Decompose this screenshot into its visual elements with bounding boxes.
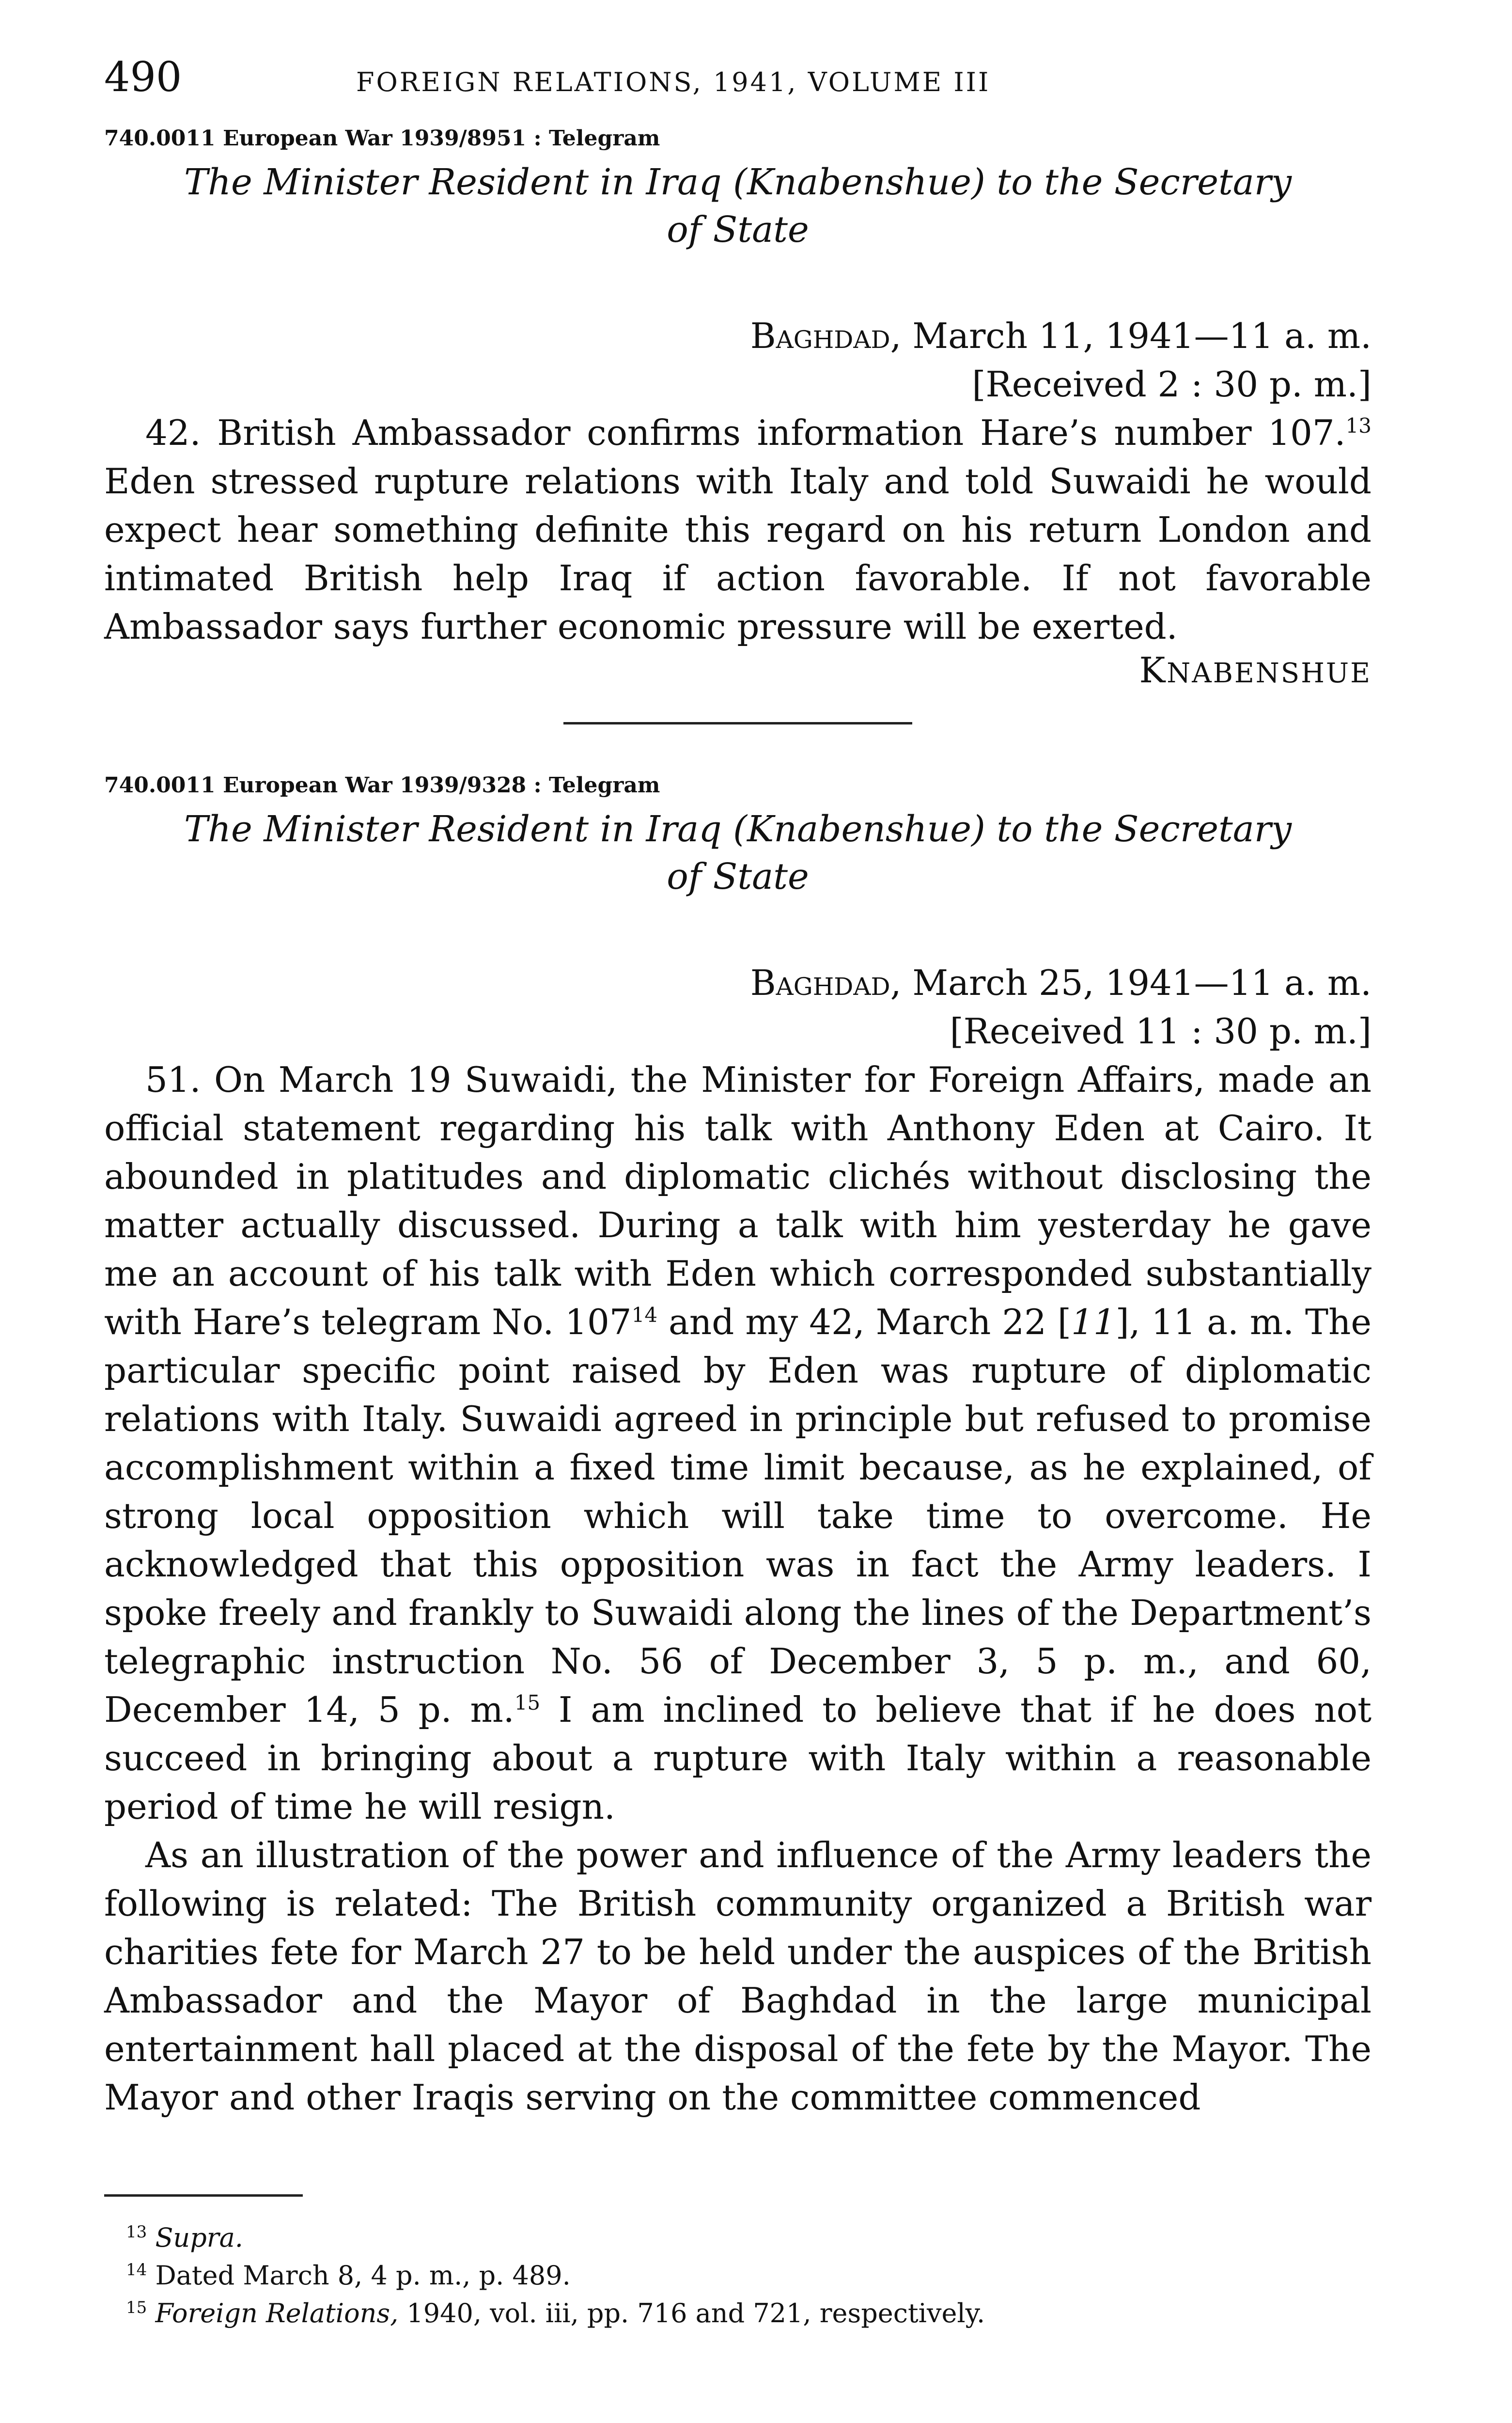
- section-divider: [563, 722, 912, 724]
- title-1-line-1: The Minister Resident in Iraq (Knabenshue) to the Secretary: [184, 161, 1292, 203]
- para-2-text-a: 51. On March 19 Suwaidi, the Minister for Foreign Affairs, made an official statement regarding his talk with Anthony Eden at Cairo. It abounded in platitudes and diplomatic clichés without disclosing the matter actually discussed. During a talk with him yesterday he gave me an account of his talk with Eden which corresponded substantially with Hare’s telegram No. 107: [104, 1059, 1372, 1342]
- signature-1-rest: NABENSHUE: [1167, 658, 1372, 689]
- footnote-14-text: Dated March 8, 4 p. m., p. 489.: [155, 2260, 571, 2291]
- para-1-text-b: Eden stressed rupture relations with Italy and told Suwaidi he would expect hear something definite this regard on his return London and intimated British help Iraq if action favorable. If not favorable Ambassador says further economic pressure will be exerted.: [104, 461, 1372, 647]
- footnote-13-number: 13: [126, 2222, 147, 2242]
- dateline-2-date: March 25, 1941—11 a. m.: [901, 962, 1372, 1003]
- footnote-rule: [104, 2194, 303, 2197]
- footnote-15-number: 15: [126, 2298, 147, 2317]
- telegram-2-paragraph-2: As an illustration of the power and influence of the Army leaders the following is related: The British community organized a British war charities fete for March 27 to be held under the auspices of the British Ambassador and the Mayor of Baghdad in the large municipal entertainment hall placed at the disposal of the fete by the Mayor. The Mayor and other Iraqis serving on the committee commenced: [104, 1835, 1372, 2118]
- file-reference-2: 740.0011 European War 1939/9328 : Telegram: [104, 773, 660, 798]
- running-title: FOREIGN RELATIONS, 1941, VOLUME III: [356, 67, 991, 97]
- telegram-2-paragraph-1: [104, 1055, 1372, 1831]
- document-title-2: [104, 805, 1372, 900]
- title-1-line-2: of State: [667, 209, 809, 251]
- dateline-2-place: Baghdad,: [750, 962, 902, 1003]
- document-title-1: [104, 158, 1372, 253]
- running-head: [104, 53, 1372, 107]
- footnote-15: [104, 2292, 1372, 2329]
- dateline-1-place: Baghdad,: [750, 315, 902, 356]
- title-2-line-2: of State: [667, 856, 809, 897]
- dateline-1: [104, 312, 1372, 360]
- footnote-15-text: 1940, vol. iii, pp. 716 and 721, respectively.: [398, 2298, 985, 2329]
- title-2-line-1: The Minister Resident in Iraq (Knabenshue) to the Secretary: [184, 808, 1292, 850]
- footnote-ref-14: 14: [631, 1303, 658, 1327]
- footnote-13-text: Supra.: [155, 2222, 243, 2253]
- signature-1-initial: K: [1139, 650, 1167, 691]
- para-2-text-italic: 11: [1071, 1302, 1116, 1342]
- page-number: 490: [104, 53, 182, 101]
- para-1-text-a: 42. British Ambassador confirms information Hare’s number 107.: [145, 412, 1346, 453]
- dateline-1-date: March 11, 1941—11 a. m.: [901, 315, 1372, 356]
- footnote-13: [104, 2216, 1372, 2254]
- para-2-text-b: and my 42, March 22 [: [657, 1302, 1072, 1342]
- footnote-ref-15: 15: [514, 1691, 541, 1715]
- received-line-1: [Received 2 : 30 p. m.]: [972, 364, 1372, 405]
- signature-1: [104, 651, 1372, 693]
- footnote-15-italic: Foreign Relations,: [155, 2298, 399, 2329]
- footnote-14: [104, 2254, 1372, 2292]
- footnote-ref-13: 13: [1345, 414, 1372, 438]
- telegram-1-paragraph: [104, 409, 1372, 651]
- footnote-14-number: 14: [126, 2260, 147, 2280]
- para-2-text-c: ], 11 a. m. The particular specific point raised by Eden was rupture of diplomatic relations with Italy. Suwaidi agreed in principle but refused to promise accomplishment within a fixed time limit because, as he explained, of strong local opposition which will take time to overcome. He acknowledged that this opposition was in fact the Army leaders. I spoke freely and frankly to Suwaidi along the lines of the Department’s telegraphic instruction No. 56 of December 3, 5 p. m., and 60, December 14, 5 p. m.: [104, 1302, 1372, 1730]
- dateline-2: [104, 959, 1372, 1007]
- para-2-text-d: I am inclined to believe that if he does not succeed in bringing about a rupture with Italy within a reasonable period of time he will resign.: [104, 1689, 1372, 1827]
- file-reference-1: 740.0011 European War 1939/8951 : Telegram: [104, 126, 660, 151]
- received-line-2: [Received 11 : 30 p. m.]: [950, 1011, 1372, 1052]
